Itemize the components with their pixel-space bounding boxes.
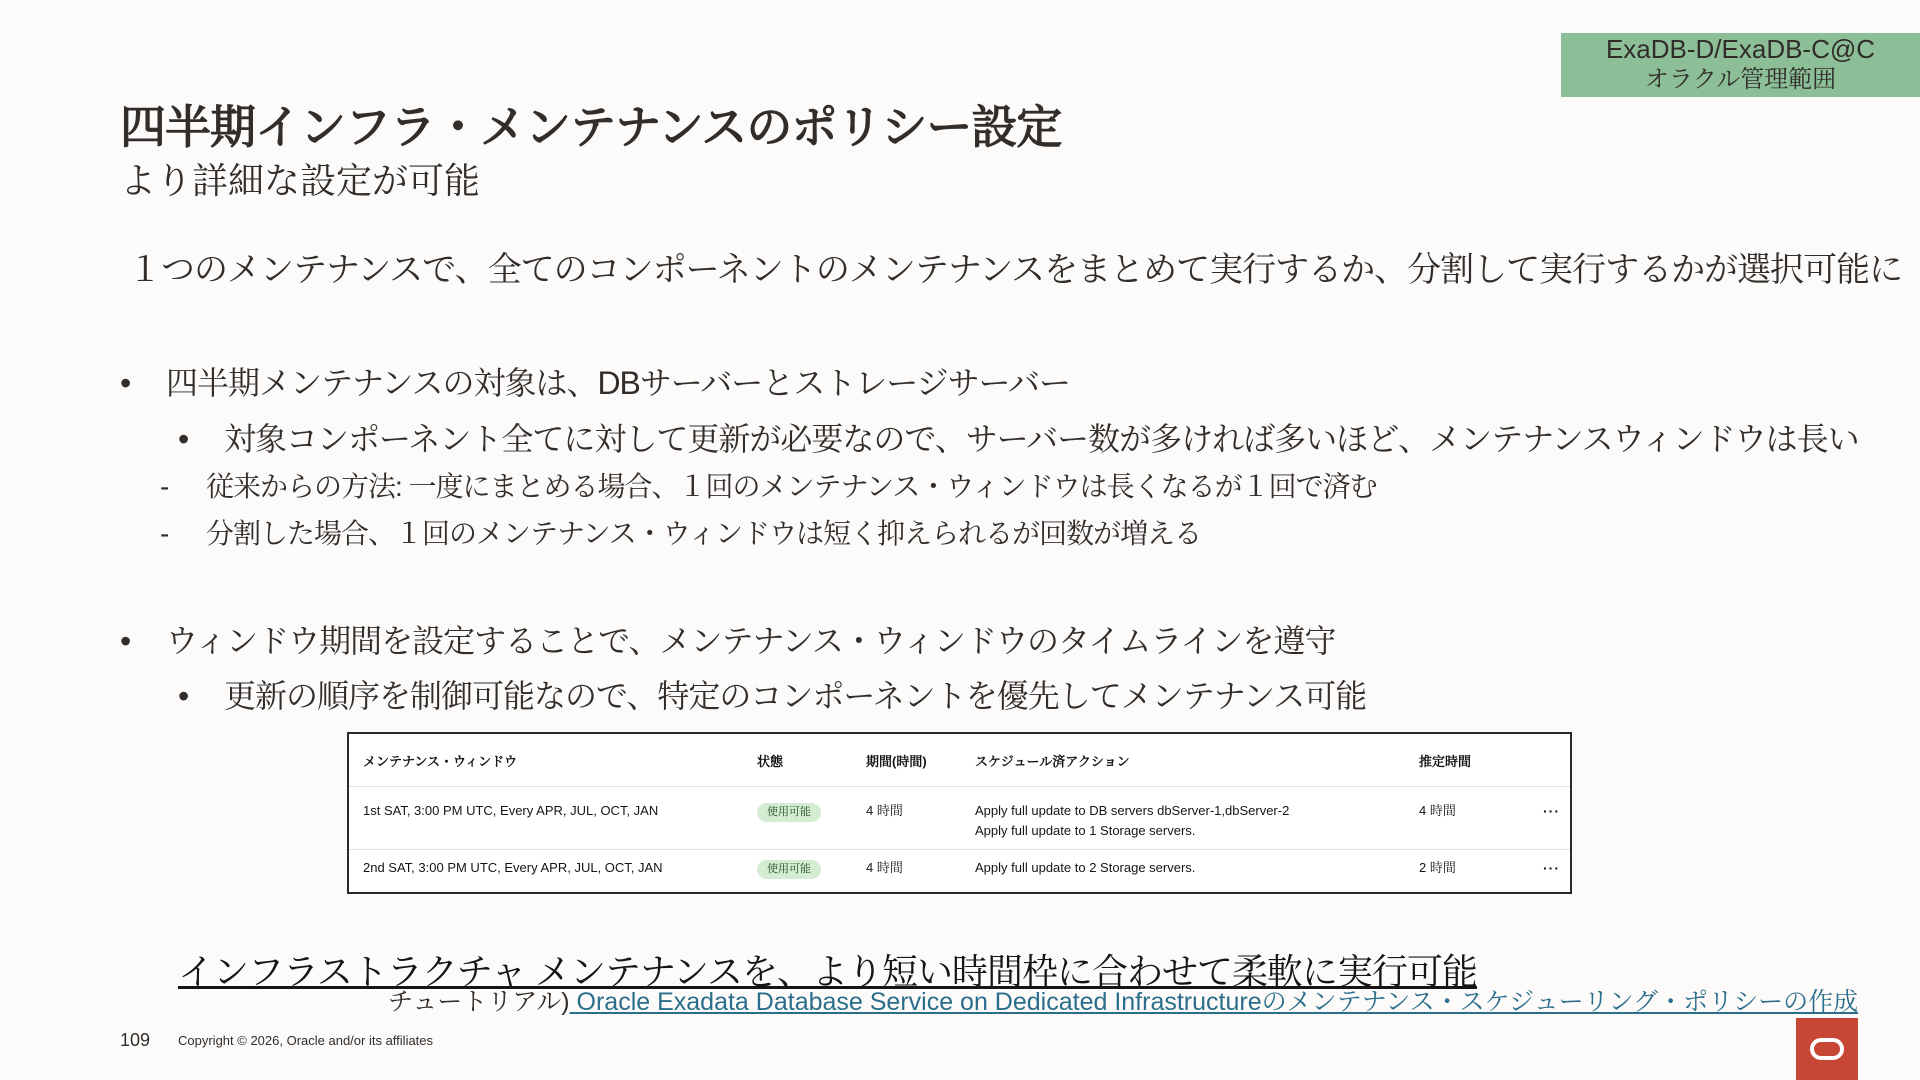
dash-marker: -	[160, 471, 169, 502]
table-row	[349, 850, 1570, 889]
sub-bullet-text: 従来からの方法: 一度にまとめる場合、１回のメンテナンス・ウィンドウは長くなるが１回で済む	[206, 471, 1377, 502]
sub-bullet-text: 分割した場合、１回のメンテナンス・ウィンドウは短く抑えられるが回数が増える	[206, 518, 1202, 549]
scope-badge-subtitle: オラクル管理範囲	[1644, 66, 1837, 93]
row-menu-cell	[1529, 850, 1570, 889]
maintenance-window-table	[347, 732, 1572, 894]
infrastructure-maintenance-link[interactable]: インフラストラクチャ メンテナンスを、より短い時間枠に合わせて柔軟に実行可能	[178, 951, 1477, 992]
row-menu-cell	[1529, 787, 1570, 850]
page-number: 109	[120, 1030, 151, 1050]
scope-badge-title: ExaDB-D/ExaDB-C@C	[1605, 34, 1876, 64]
duration-cell: 4 時間	[852, 787, 961, 850]
window-cell: 2nd SAT, 3:00 PM UTC, Every APR, JUL, OCT, JAN	[363, 860, 663, 875]
copyright-text: Copyright © 2026, Oracle and/or its affiliates	[178, 1033, 434, 1048]
column-header-actions: スケジュール済アクション	[961, 734, 1405, 787]
window-cell: 1st SAT, 3:00 PM UTC, Every APR, JUL, OCT, JAN	[349, 787, 743, 850]
status-badge: 使用可能	[757, 860, 821, 879]
oracle-logo-icon	[1796, 1018, 1858, 1080]
bullet-marker: •	[120, 623, 131, 659]
column-header-estimate: 推定時間	[1405, 734, 1529, 787]
table-header-row	[349, 734, 1570, 787]
action-line: Apply full update to 2 Storage servers.	[975, 860, 1196, 875]
column-header-window: メンテナンス・ウィンドウ	[349, 734, 743, 787]
duration-cell: 4 時間	[866, 860, 903, 875]
tutorial-link[interactable]: Oracle Exadata Database Service on Dedicated Infrastructureのメンテナンス・スケジューリング・ポリシーの作成	[569, 988, 1859, 1016]
status-badge: 使用可能	[757, 803, 821, 822]
more-actions-icon[interactable]: ···	[1543, 803, 1560, 819]
action-line: Apply full update to DB servers dbServer-1,dbServer-2	[975, 803, 1290, 818]
estimate-cell: 2 時間	[1419, 860, 1456, 875]
scope-badge	[1561, 33, 1920, 97]
bullet-item	[178, 675, 1366, 717]
status-cell	[743, 787, 852, 850]
bullet-marker: •	[120, 365, 131, 401]
lead-statement: １つのメンテナンスで、全てのコンポーネントのメンテナンスをまとめて実行するか、分割して実行するかが選択可能に	[128, 251, 1903, 289]
bullet-text: 更新の順序を制御可能なので、特定のコンポーネントを優先してメンテナンス可能	[224, 678, 1367, 714]
sub-bullet-item	[160, 468, 1377, 506]
bullet-item	[120, 362, 1070, 404]
status-cell	[743, 850, 852, 889]
oracle-ring-icon	[1810, 1038, 1844, 1060]
column-header-status: 状態	[743, 734, 852, 787]
column-header-menu	[1529, 734, 1570, 787]
tutorial-reference	[388, 986, 1858, 1018]
action-line: Apply full update to 1 Storage servers.	[975, 823, 1196, 838]
slide-title: 四半期インフラ・メンテナンスのポリシー設定	[120, 101, 1062, 153]
slide-subtitle: より詳細な設定が可能	[120, 160, 481, 201]
bullet-item	[120, 620, 1335, 662]
column-header-duration: 期間(時間)	[852, 734, 961, 787]
bullet-text: ウィンドウ期間を設定することで、メンテナンス・ウィンドウのタイムラインを遵守	[166, 623, 1336, 659]
bullet-marker: •	[178, 678, 189, 714]
bullet-text: 対象コンポーネント全てに対して更新が必要なので、サーバー数が多ければ多いほど、メンテナンスウィンドウは長い	[224, 421, 1859, 457]
actions-cell	[961, 850, 1405, 889]
estimate-cell: 4 時間	[1405, 787, 1529, 850]
actions-cell	[961, 787, 1405, 850]
bullet-marker: •	[178, 421, 189, 457]
sub-bullet-item	[160, 515, 1202, 553]
more-actions-icon[interactable]: ···	[1543, 860, 1560, 876]
table-row	[349, 787, 1570, 850]
dash-marker: -	[160, 518, 169, 549]
bullet-text: 四半期メンテナンスの対象は、DBサーバーとストレージサーバー	[166, 365, 1071, 401]
tutorial-prefix: チュートリアル)	[388, 988, 570, 1016]
bullet-item	[178, 418, 1859, 460]
